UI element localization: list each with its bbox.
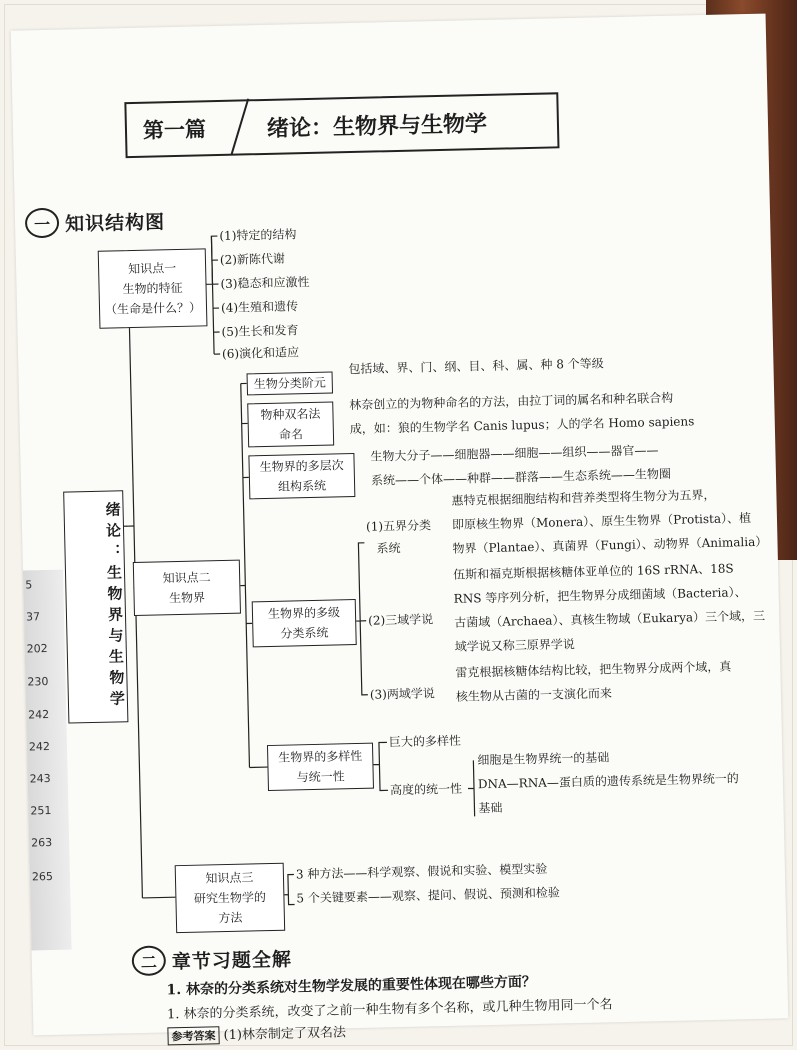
multi-level-label: 分类系统 bbox=[280, 625, 329, 641]
kp1-item: (4)生殖和遗传 bbox=[220, 299, 299, 315]
kp1-item: (2)新陈代谢 bbox=[219, 251, 286, 268]
margin-number: 230 bbox=[27, 675, 49, 689]
margin-number: 265 bbox=[31, 869, 54, 884]
kp2-title: 知识点二 bbox=[162, 570, 211, 586]
levels-label: 生物界的多层次 bbox=[259, 458, 344, 475]
part-label: 第一篇 bbox=[142, 116, 207, 143]
kp3-subtitle: 研究生物学的 bbox=[193, 890, 267, 906]
section-title: 章节习题全解 bbox=[171, 948, 293, 973]
kp1-item: (5)生长和发育 bbox=[221, 323, 299, 339]
root-label: 绪论：生物界与生物学 bbox=[103, 501, 127, 712]
margin-number: 5 bbox=[25, 578, 33, 592]
great-diversity: 巨大的多样性 bbox=[388, 733, 462, 750]
five-kingdom-text: 物界（Plantae）、真菌界（Fungi）、动物界（Animalia） bbox=[452, 534, 768, 556]
binomial-label: 物种双名法 bbox=[260, 406, 321, 423]
levels-label: 组构系统 bbox=[277, 478, 327, 494]
book-page bbox=[11, 14, 789, 1044]
kp3-title: 知识点三 bbox=[205, 870, 254, 886]
three-domain-label: (2)三域学说 bbox=[368, 612, 434, 628]
section-title: 知识结构图 bbox=[64, 210, 166, 236]
five-kingdom-text: 即原核生物界（Monera）、原生生物界（Protista）、植 bbox=[451, 511, 752, 532]
chapter-title: 绪论：生物界与生物学 bbox=[266, 110, 488, 142]
margin-number: 242 bbox=[28, 707, 50, 722]
three-domain-text: RNS 等序列分析，把生物界分成细菌域（Bacteria）、 bbox=[453, 585, 747, 606]
five-kingdom-label: (1)五界分类 bbox=[365, 518, 432, 534]
kp3-item: 5 个关键要素——观察、提问、假说、预测和检验 bbox=[296, 885, 561, 906]
unity-text: 基础 bbox=[478, 800, 503, 816]
levels-box bbox=[248, 453, 355, 499]
kp1-item: (6)演化和适应 bbox=[221, 345, 300, 361]
kp1-title: 知识点一 bbox=[127, 261, 177, 277]
margin-number: 37 bbox=[25, 610, 41, 624]
unity-text: 细胞是生物界统一的基础 bbox=[477, 750, 610, 768]
diversity-label: 生物界的多样性 bbox=[278, 748, 363, 765]
section-number: 二 bbox=[131, 945, 166, 976]
multi-level-box bbox=[252, 599, 357, 647]
answer-detail bbox=[167, 1021, 346, 1045]
two-domain-label: (3)两域学说 bbox=[369, 686, 435, 702]
five-kingdom-text: 惠特克根据细胞结构和营养类型将生物分为五界， bbox=[451, 487, 716, 508]
multi-level-label: 生物界的多级 bbox=[267, 605, 341, 622]
margin-number: 251 bbox=[30, 803, 52, 818]
binomial-box bbox=[247, 401, 334, 447]
section-heading-2 bbox=[131, 943, 292, 977]
kp3-item: 3 种方法——科学观察、假说和实验、模型实验 bbox=[295, 861, 548, 882]
kp1-item: (3)稳态和应激性 bbox=[220, 274, 310, 291]
five-kingdom-label: 系统 bbox=[376, 540, 401, 556]
three-domain-text: 伍斯和福克斯根据核糖体亚单位的 16S rRNA、18S bbox=[452, 561, 734, 582]
knowledge-point-3 bbox=[175, 863, 286, 933]
kp1-subtitle: 生物的特征 bbox=[122, 280, 183, 297]
answer-1: 1. 林奈的分类系统，改变了之前一种生物有多个名称，或几种生物用同一个名 bbox=[166, 997, 613, 1023]
margin-number: 263 bbox=[30, 835, 53, 850]
answer-tag: 参考答案 bbox=[167, 1026, 219, 1045]
section-number: 一 bbox=[25, 208, 60, 239]
answer-text: (1)林奈制定了双名法 bbox=[223, 1025, 347, 1044]
knowledge-point-2 bbox=[133, 560, 241, 616]
margin-number: 242 bbox=[28, 739, 51, 754]
levels-text: 生物大分子——细胞器——细胞——组织——器官—— bbox=[370, 443, 659, 464]
binomial-label: 命名 bbox=[278, 427, 304, 442]
two-domain-text: 雷克根据核糖体结构比较，把生物界分成两个域，真 bbox=[455, 659, 732, 680]
diversity-box bbox=[267, 743, 374, 791]
kp1-question: （生命是什么？） bbox=[104, 300, 202, 317]
knowledge-point-1 bbox=[98, 248, 208, 328]
margin-number: 243 bbox=[29, 771, 51, 786]
levels-text: 系统——个体——种群——群落——生态系统——生物圈 bbox=[370, 466, 672, 488]
binomial-text: 成，如：狼的生物学名 Canis lupus；人的学名 Homo sapiens bbox=[349, 414, 695, 437]
classification-order-text: 包括域、界、门、纲、目、科、属、种 8 个等级 bbox=[348, 356, 604, 377]
kp3-subtitle: 方法 bbox=[218, 910, 243, 926]
high-unity: 高度的统一性 bbox=[389, 781, 463, 798]
two-domain-text: 核生物从古菌的一支演化而来 bbox=[455, 686, 613, 704]
three-domain-text: 古菌域（Archaea）、真核生物域（Eukarya）三个域，三 bbox=[454, 608, 766, 630]
mind-map-root bbox=[63, 490, 128, 723]
classification-order-box bbox=[247, 371, 333, 395]
kp2-subtitle: 生物界 bbox=[168, 590, 206, 606]
question-1: 1. 林奈的分类系统对生物学发展的重要性体现在哪些方面？ bbox=[166, 974, 537, 999]
margin-number: 202 bbox=[26, 642, 48, 656]
diversity-label: 与统一性 bbox=[296, 769, 345, 785]
kp1-item: (1)特定的结构 bbox=[219, 227, 297, 244]
three-domain-text: 域学说又称三原界学说 bbox=[454, 637, 575, 654]
binomial-text: 林奈创立的为物种命名的方法，由拉丁词的属名和种名联合构 bbox=[349, 390, 674, 413]
classification-order-label: 生物分类阶元 bbox=[253, 375, 326, 392]
unity-text: DNA—RNA—蛋白质的遗传系统是生物界统一的 bbox=[477, 771, 740, 792]
